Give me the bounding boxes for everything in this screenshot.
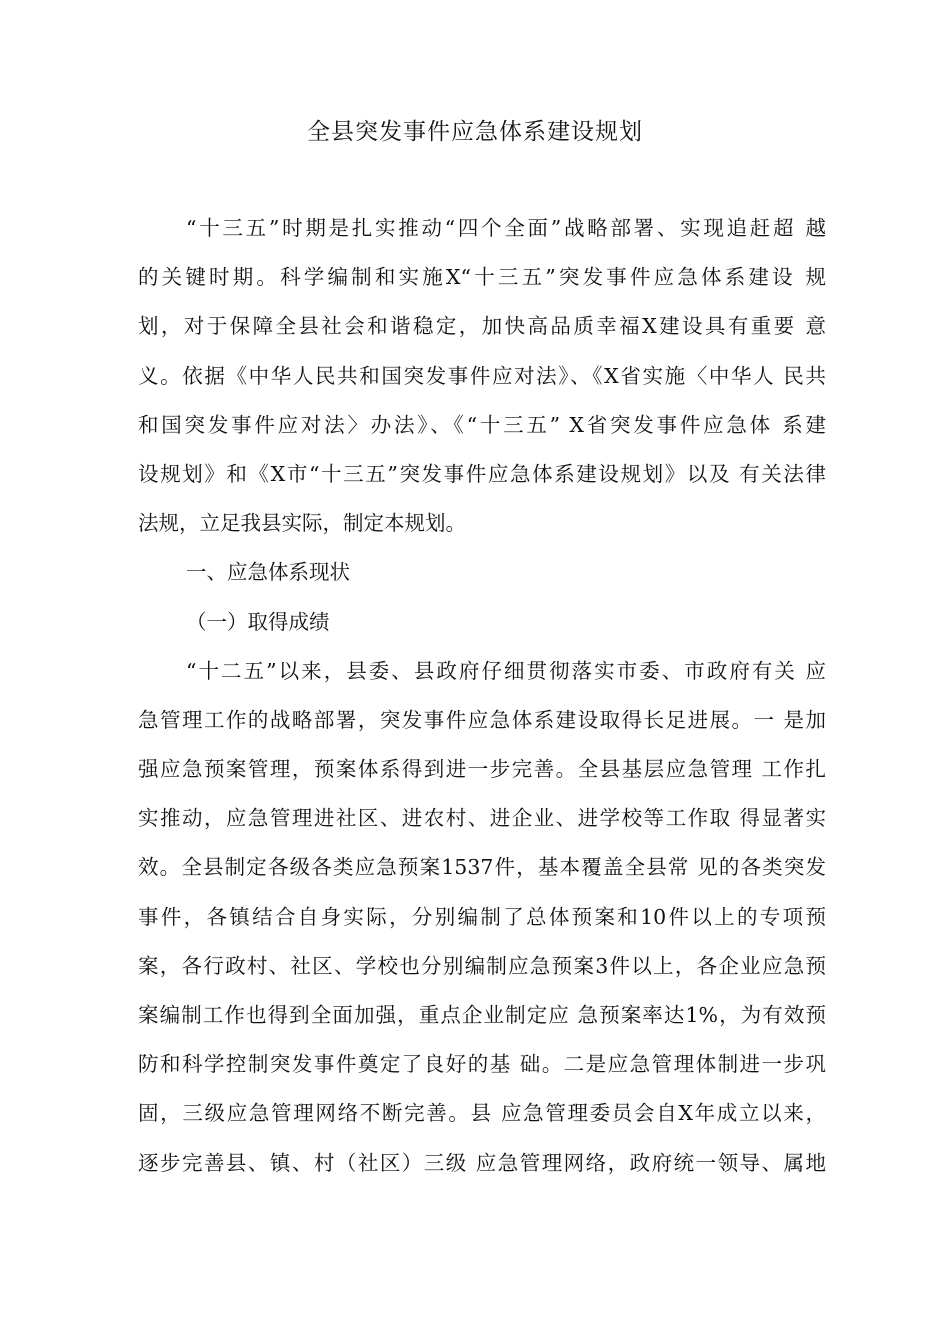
paragraph-line: 效。全县制定各级各类应急预案1537件，基本覆盖全县常 见的各类突发	[138, 855, 826, 880]
paragraph-line: “十三五”时期是扎实推动“四个全面”战略部署、实现追赶超 越	[186, 216, 826, 240]
paragraph-line: 强应急预案管理，预案体系得到进一步完善。全县基层应急管理 工作扎	[138, 757, 826, 782]
paragraph-line: 固，三级应急管理网络不断完善。县 应急管理委员会自X年成立以来，	[138, 1101, 826, 1126]
paragraph-line: 设规划》和《X市“十三五”突发事件应急体系建设规划》以及 有关法律	[138, 461, 826, 486]
paragraph-line: 案，各行政村、社区、学校也分别编制应急预案3件以上，各企业应急预	[138, 953, 826, 978]
paragraph-line: 和国突发事件应对法〉办法》、《“十三五” X省突发事件应急体 系建	[138, 412, 826, 437]
paragraph-line: 实推动，应急管理进社区、进农村、进企业、进学校等工作取 得显著实	[138, 806, 826, 831]
document-body	[138, 204, 826, 1188]
paragraph-line: 急管理工作的战略部署，突发事件应急体系建设取得长足进展。一 是加	[138, 707, 826, 732]
paragraph-line: 逐步完善县、镇、村（社区）三级 应急管理网络，政府统一领导、属地	[138, 1150, 826, 1175]
paragraph-line: 划，对于保障全县社会和谐稳定，加快高品质幸福X建设具有重要 意	[138, 314, 826, 339]
paragraph-line: 事件，各镇结合自身实际，分别编制了总体预案和10件以上的专项预	[138, 904, 826, 929]
section-heading: 一、应急体系现状	[186, 560, 350, 585]
paragraph-line: 义。依据《中华人民共和国突发事件应对法》、《X省实施〈中华人 民共	[138, 363, 826, 388]
subsection-heading: （一）取得成绩	[186, 609, 330, 634]
paragraph-line: “十二五”以来，县委、县政府仔细贯彻落实市委、市政府有关 应	[186, 658, 826, 683]
paragraph-line: 案编制工作也得到全面加强，重点企业制定应 急预案率达1%，为有效预	[138, 1003, 826, 1027]
paragraph-line: 法规，立足我县实际，制定本规划。	[138, 511, 466, 536]
paragraph-line: 的关键时期。科学编制和实施X“十三五”突发事件应急体系建设 规	[138, 265, 826, 290]
paragraph-line: 防和科学控制突发事件奠定了良好的基 础。二是应急管理体制进一步巩	[138, 1052, 826, 1077]
document-title: 全县突发事件应急体系建设规划	[307, 119, 643, 145]
